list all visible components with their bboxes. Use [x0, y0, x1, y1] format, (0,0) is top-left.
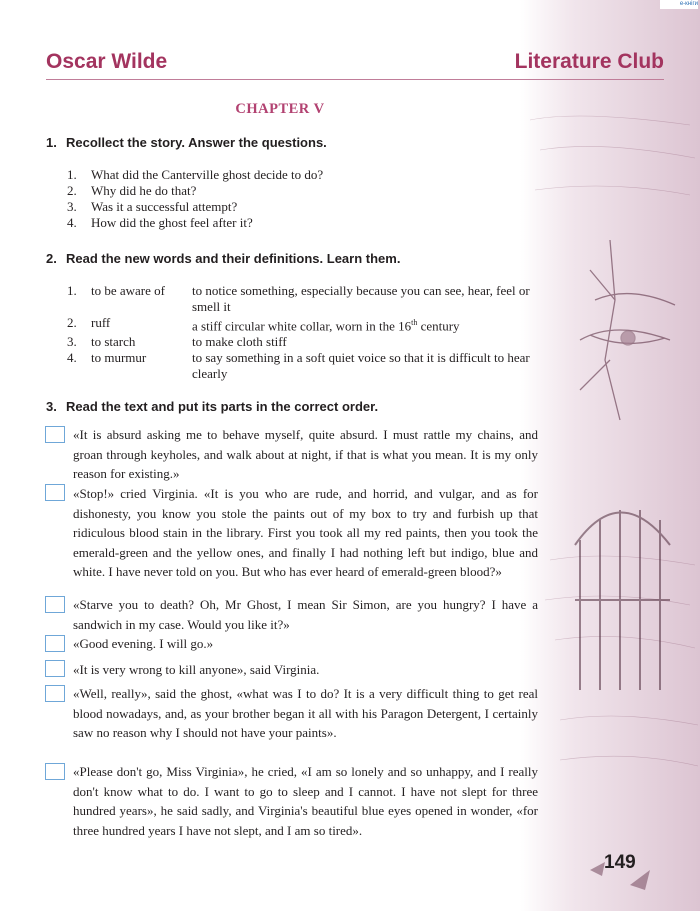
text-part-2: «Stop!» cried Virginia. «It is you who are rude, and horrid, and vulgar, and as for dishonesty, you know you stole the paints out of my box to try and furbish up that ridiculous blood stain in the library. First you took all my red paints, then you took the emerald-green and the yellow ones, and finally I had nothing left but indigo, blue and white. I have never told on you. But who has ever heard of emerald-green blood?»: [73, 486, 538, 579]
order-checkbox-6[interactable]: [45, 685, 65, 702]
text-part-1: «It is absurd asking me to behave myself, quite absurd. I must rattle my chains, and groan through keyholes, and walk about at night, if that is what you mean. It is my only reason for existing.»: [73, 427, 538, 481]
chapter-heading: CHAPTER V: [235, 101, 325, 117]
task-1-heading: [46, 135, 327, 150]
list-item: 2. Why did he do that?: [67, 183, 197, 198]
header-section-title: Literature Club: [514, 50, 664, 73]
task-text: Recollect the story. Answer the questions.: [66, 135, 327, 150]
order-checkbox-2[interactable]: [45, 484, 65, 501]
art-illustration: [520, 0, 700, 911]
publisher-badge: e-кнiги: [660, 0, 698, 9]
task-text: Read the new words and their definitions. Learn them.: [66, 251, 401, 266]
task-text: Read the text and put its parts in the correct order.: [66, 399, 379, 414]
vocab-item: 4. to murmur to say something in a soft quiet voice so that it is difficult to hear clearly: [67, 350, 530, 382]
vocab-item: 3. to starch to make cloth stiff: [67, 334, 287, 350]
vocabulary-list: [67, 283, 532, 382]
question-list: [67, 167, 323, 231]
task-number: 1.: [46, 135, 57, 150]
order-checkbox-5[interactable]: [45, 660, 65, 677]
text-part-7: «Please don't go, Miss Virginia», he cried, «I am so lonely and so unhappy, and I really don't know what to do. I want to go to sleep and I cannot. I have not slept for three hundred years», he said sadly, and Virginia's beautiful blue eyes opened in wonder, «for three hundred years I have not slept, and I am so tired».: [73, 764, 538, 838]
order-checkbox-3[interactable]: [45, 596, 65, 613]
list-item: 4. How did the ghost feel after it?: [67, 215, 253, 230]
order-checkbox-1[interactable]: [45, 426, 65, 443]
page-number: 149: [604, 852, 636, 873]
text-part-3: «Starve you to death? Oh, Mr Ghost, I mean Sir Simon, are you hungry? I have a sandwich in my case. Would you like it?»: [73, 597, 538, 632]
vocab-item: 1. to be aware of to notice something, especially because you can see, hear, feel or smell it: [67, 283, 530, 314]
text-part-6: «Well, really», said the ghost, «what was I to do? It is a very difficult thing to get real blood nowadays, and, as your brother began it all with his Paragon Detergent, I certainly saw no reason why I should not have your paints».: [73, 686, 538, 740]
task-3-heading: [46, 399, 378, 414]
vocab-item: 2. ruff a stiff circular white collar, worn in the 16th century: [67, 315, 460, 334]
task-number: 2.: [46, 251, 57, 266]
decorative-background-art: [520, 0, 700, 911]
task-number: 3.: [46, 399, 57, 414]
list-item: 1. What did the Canterville ghost decide to do?: [67, 167, 324, 182]
header-divider: [46, 79, 664, 80]
list-item: 3. Was it a successful attempt?: [67, 199, 238, 214]
text-part-5: «It is very wrong to kill anyone», said Virginia.: [73, 662, 320, 677]
order-checkbox-4[interactable]: [45, 635, 65, 652]
order-checkbox-7[interactable]: [45, 763, 65, 780]
text-part-4: «Good evening. I will go.»: [73, 636, 214, 651]
task-2-heading: [46, 251, 400, 266]
header-author: Oscar Wilde: [46, 50, 168, 73]
